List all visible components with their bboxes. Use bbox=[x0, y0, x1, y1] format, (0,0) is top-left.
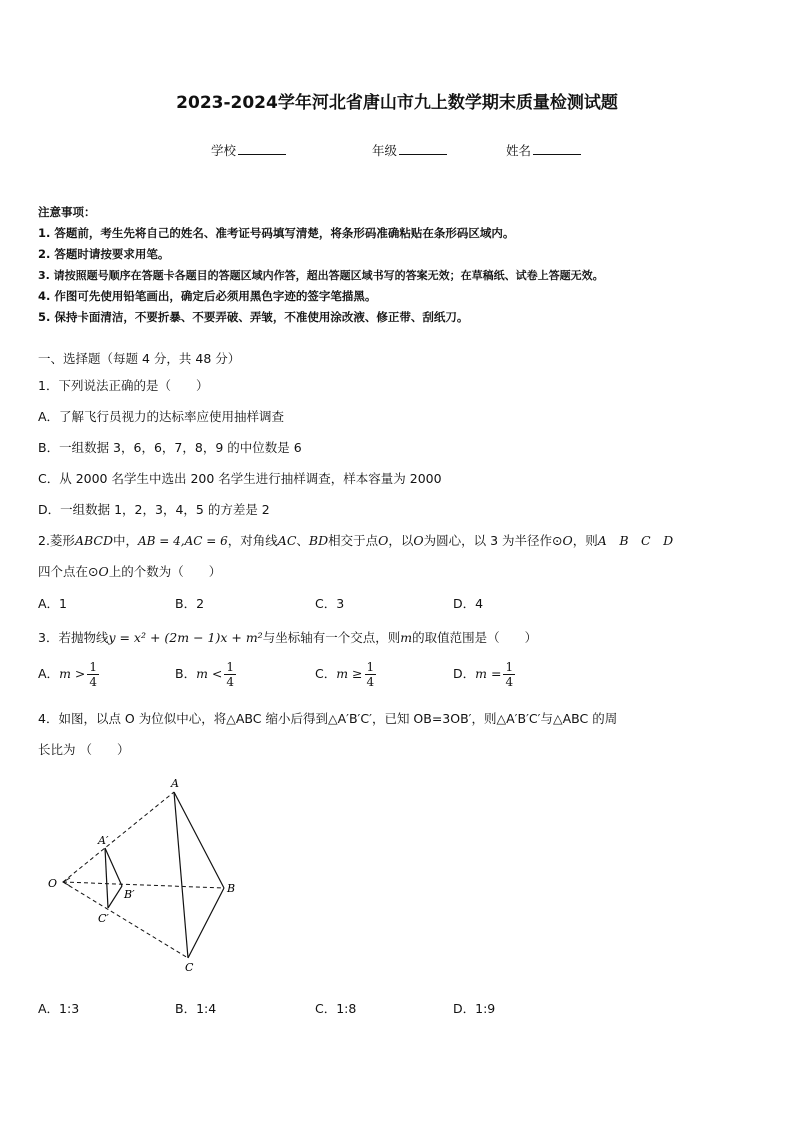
q1-option-b: B．一组数据 3，6，6，7，8，9 的中位数是 6 bbox=[38, 440, 302, 455]
q2-option-b: B．2 bbox=[175, 596, 205, 611]
q3-text: 3．若抛物线 bbox=[38, 630, 109, 645]
page-title: 2023-2024学年河北省唐山市九上数学期末质量检测试题 bbox=[176, 93, 618, 113]
name-blank bbox=[533, 143, 581, 155]
fraction-denominator: 4 bbox=[89, 675, 98, 689]
option-relation: m = bbox=[475, 666, 502, 681]
fraction-denominator: 4 bbox=[366, 675, 375, 689]
option-relation: m ≥ bbox=[336, 666, 363, 681]
q2-text: 四个点在⊙ bbox=[38, 564, 99, 579]
fraction-numerator: 1 bbox=[505, 660, 514, 674]
q1-option-a: A．了解飞行员视力的达标率应使用抽样调查 bbox=[38, 409, 285, 424]
q3-text: 的取值范围是（ ） bbox=[412, 630, 538, 645]
fraction-numerator: 1 bbox=[226, 660, 235, 674]
q4-stem-line1: 4．如图，以点 O 为位似中心，将△ABC 缩小后得到△A′B′C′，已知 OB=3OB′，则△A′B′C′与△ABC 的周 bbox=[38, 711, 618, 726]
q2-points: A B C D bbox=[597, 533, 674, 548]
q2-text: ，以 bbox=[388, 533, 414, 548]
q2-math: O bbox=[98, 564, 109, 579]
q2-text: 中， bbox=[112, 533, 138, 548]
name-label: 姓名 bbox=[506, 143, 532, 158]
notice-item: 1. 答题前，考生先将自己的姓名、准考证号码填写清楚，将条形码准确粘贴在条形码区域内。 bbox=[38, 226, 515, 240]
q2-math: ABCD bbox=[74, 533, 113, 548]
q4-option-d: D．1:9 bbox=[453, 1001, 496, 1016]
q2-text: 2.菱形 bbox=[38, 533, 75, 548]
q1-stem: 1．下列说法正确的是（ ） bbox=[38, 378, 209, 393]
fraction-numerator: 1 bbox=[89, 660, 98, 674]
similar-triangles-figure bbox=[40, 770, 260, 980]
school-blank bbox=[238, 143, 286, 155]
q2-text: 相交于点 bbox=[328, 533, 379, 548]
section-heading: 一、选择题（每题 4 分，共 48 分） bbox=[38, 351, 241, 366]
q2-text: 为圆心，以 3 为半径作⊙ bbox=[423, 533, 563, 548]
notice-heading: 注意事项： bbox=[38, 205, 96, 219]
option-label: B． bbox=[175, 666, 197, 681]
q4-stem-line2: 长比为 （ ） bbox=[38, 742, 130, 757]
segment-ac bbox=[174, 792, 188, 958]
name-field bbox=[506, 141, 581, 159]
fraction-numerator: 1 bbox=[366, 660, 375, 674]
school-field bbox=[211, 141, 286, 159]
grade-blank bbox=[399, 143, 447, 155]
segment-a1c1 bbox=[105, 848, 108, 908]
ray-ob bbox=[63, 882, 224, 888]
label-a-prime: A′ bbox=[98, 834, 109, 847]
q4-option-c: C．1:8 bbox=[315, 1001, 357, 1016]
q3-stem bbox=[38, 628, 537, 646]
option-relation: m > bbox=[59, 666, 86, 681]
fraction bbox=[503, 660, 515, 689]
q2-stem-line1 bbox=[38, 531, 673, 549]
q2-option-a: A．1 bbox=[38, 596, 68, 611]
option-label: A． bbox=[38, 666, 60, 681]
label-a: A bbox=[171, 777, 179, 790]
school-label: 学校 bbox=[211, 143, 237, 158]
q3-option-c bbox=[315, 660, 378, 689]
label-o: O bbox=[48, 877, 58, 890]
q2-text: 、 bbox=[296, 533, 309, 548]
q2-text: ，对角线 bbox=[227, 533, 278, 548]
segment-a1b1 bbox=[105, 848, 122, 886]
q2-text: 上的个数为（ ） bbox=[108, 564, 222, 579]
label-c-prime: C′ bbox=[98, 912, 109, 925]
ray-oa bbox=[63, 792, 174, 882]
q2-option-d: D．4 bbox=[453, 596, 484, 611]
q2-math: BD bbox=[308, 533, 329, 548]
q3-option-a bbox=[38, 660, 101, 689]
notice-item: 5. 保持卡面清洁，不要折暴、不要弄破、弄皱，不准使用涂改液、修正带、刮纸刀。 bbox=[38, 310, 469, 324]
q3-text: 与坐标轴有一个交点，则 bbox=[262, 630, 401, 645]
q1-option-c: C．从 2000 名学生中选出 200 名学生进行抽样调查，样本容量为 2000 bbox=[38, 471, 442, 486]
q3-expression: y = x² + (2m − 1)x + m² bbox=[108, 630, 263, 645]
option-label: C． bbox=[315, 666, 337, 681]
q2-stem-line2 bbox=[38, 562, 221, 580]
label-b: B bbox=[227, 882, 236, 895]
fraction-denominator: 4 bbox=[505, 675, 514, 689]
q2-condition: AB = 4,AC = 6 bbox=[137, 534, 228, 548]
grade-label: 年级 bbox=[372, 143, 398, 158]
q2-option-c: C．3 bbox=[315, 596, 345, 611]
label-b-prime: B′ bbox=[124, 888, 135, 901]
fraction bbox=[87, 660, 99, 689]
fraction-denominator: 4 bbox=[226, 675, 235, 689]
q2-math: O bbox=[562, 533, 573, 548]
segment-bc bbox=[188, 888, 224, 958]
q4-option-a: A．1:3 bbox=[38, 1001, 80, 1016]
grade-field bbox=[372, 141, 447, 159]
fraction bbox=[365, 660, 377, 689]
q3-option-b bbox=[175, 660, 238, 689]
label-c: C bbox=[185, 961, 194, 974]
notice-item: 4. 作图可先使用铅笔画出，确定后必须用黑色字迹的签字笔描黑。 bbox=[38, 289, 377, 303]
q2-math: AC bbox=[277, 533, 297, 548]
segment-ab bbox=[174, 792, 224, 888]
q2-text: ，则 bbox=[572, 533, 598, 548]
q2-math: O bbox=[413, 533, 424, 548]
notice-item: 2. 答题时请按要求用笔。 bbox=[38, 247, 170, 261]
q3-math: m bbox=[400, 630, 413, 645]
option-label: D． bbox=[453, 666, 476, 681]
segment-b1c1 bbox=[108, 886, 122, 908]
q1-option-d: D．一组数据 1，2，3，4，5 的方差是 2 bbox=[38, 502, 270, 517]
option-relation: m < bbox=[196, 666, 223, 681]
q4-option-b: B．1:4 bbox=[175, 1001, 217, 1016]
q3-option-d bbox=[453, 660, 517, 689]
q2-math: O bbox=[378, 533, 389, 548]
notice-item: 3. 请按照题号顺序在答题卡各题目的答题区域内作答，超出答题区域书写的答案无效；在草稿纸、试卷上答题无效。 bbox=[38, 269, 604, 282]
fraction bbox=[224, 660, 236, 689]
